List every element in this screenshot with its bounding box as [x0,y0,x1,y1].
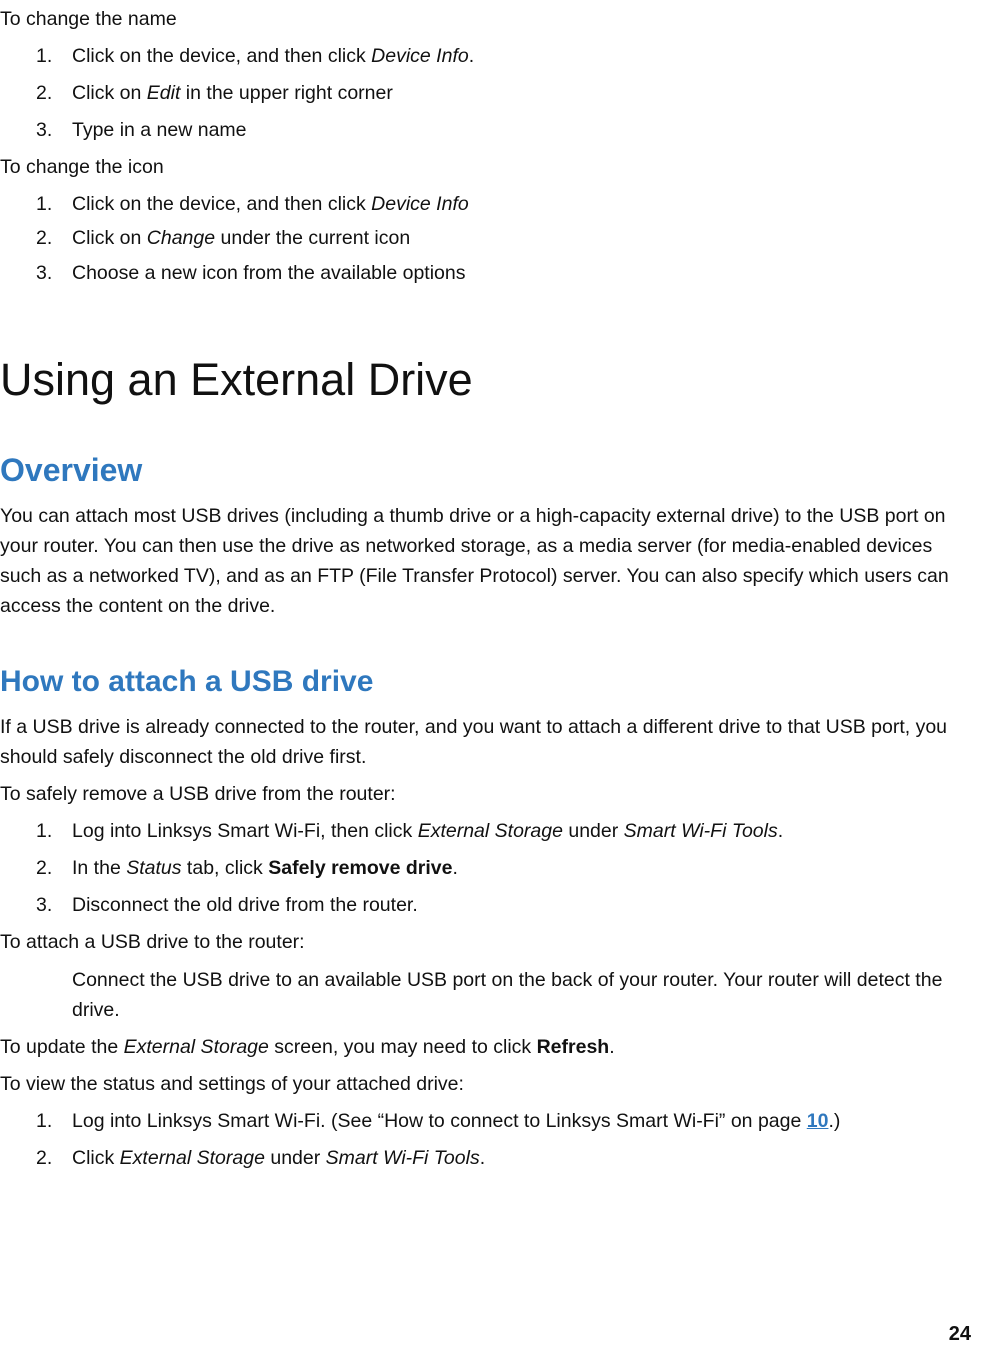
list-number: 3. [36,119,53,141]
list-text: Click on the device, and then click Device Info. [72,45,475,67]
list-text: Log into Linksys Smart Wi-Fi, then click External Storage under Smart Wi-Fi Tools. [72,820,784,842]
remove-intro: To safely remove a USB drive from the router: [0,783,396,805]
attach-instructions: Connect the USB drive to an available USB port on the back of your router. Your router will detect the drive. [72,969,943,1021]
list-text: Click on Change under the current icon [72,227,411,249]
attach-heading: How to attach a USB drive [0,665,374,698]
list-number: 1. [36,45,53,67]
page-number: 24 [948,1323,971,1345]
list-text: Click on Edit in the upper right corner [72,82,393,104]
list-text: Disconnect the old drive from the router. [72,894,418,916]
list-text: Choose a new icon from the available options [72,262,466,284]
list-number: 2. [36,227,53,249]
list-number: 2. [36,82,53,104]
list-number: 1. [36,193,53,215]
change-name-intro: To change the name [0,8,177,30]
list-number: 2. [36,857,53,879]
update-note: To update the External Storage screen, you may need to click Refresh. [0,1036,615,1058]
change-icon-intro: To change the icon [0,156,164,178]
list-number: 1. [36,1110,53,1132]
page-link[interactable]: 10 [806,1110,829,1132]
section-title: Using an External Drive [0,354,473,405]
attach-intro: To attach a USB drive to the router: [0,931,305,953]
list-number: 2. [36,1147,53,1169]
list-number: 1. [36,820,53,842]
list-text: Click on the device, and then click Device Info [72,193,469,215]
list-text: Log into Linksys Smart Wi-Fi. (See “How to connect to Linksys Smart Wi-Fi” on page 10.) [72,1110,841,1132]
attach-body: If a USB drive is already connected to the router, and you want to attach a different drive to that USB port, you should safely disconnect the old drive first. [0,716,948,768]
view-intro: To view the status and settings of your attached drive: [0,1073,464,1095]
list-number: 3. [36,894,53,916]
list-text: Type in a new name [72,119,247,141]
list-text: Click External Storage under Smart Wi-Fi Tools. [72,1147,486,1169]
overview-heading: Overview [0,452,143,488]
list-number: 3. [36,262,53,284]
list-text: In the Status tab, click Safely remove drive. [72,857,458,879]
overview-body: You can attach most USB drives (including a thumb drive or a high-capacity external drive) to the USB port on your router. You can then use the drive as networked storage, as a media server (for media-enabled devices such as a networked TV), and as an FTP (File Transfer Protocol) server. You can also specify which users can access the content on the drive. [0,505,949,617]
